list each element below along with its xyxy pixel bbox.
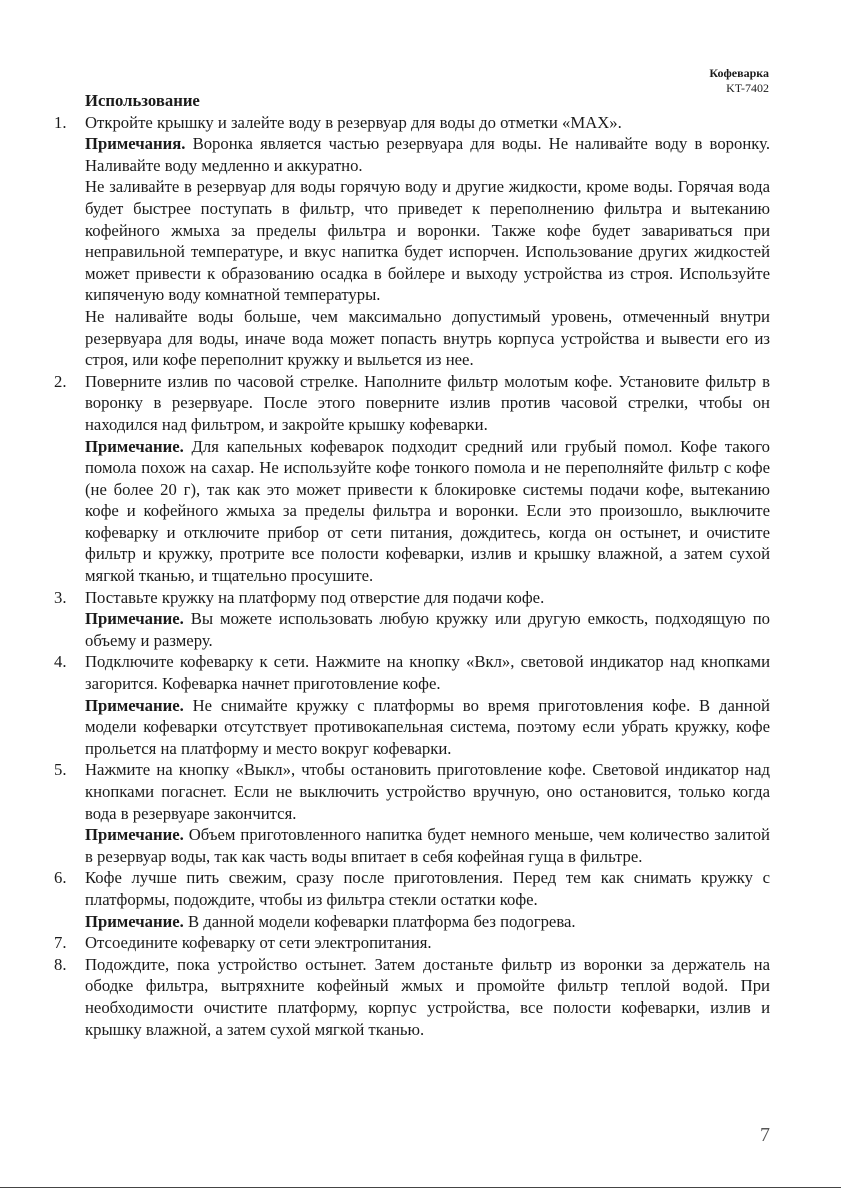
list-item [54, 587, 770, 652]
paragraph-text: В данной модели кофеварки платформа без подогрева. [183, 911, 576, 931]
paragraph-text: Не наливайте воды больше, чем максимально допустимый уровень, отмеченный внутри резервуара для воды, иначе вода может попасть внутрь корпуса устройства и вывести его из строя, или кофе переполнит кружку и выльется из нее. [85, 306, 770, 370]
note-paragraph [85, 695, 770, 760]
item-number: 7. [54, 933, 67, 953]
paragraph-text: Поставьте кружку на платформу под отверстие для подачи кофе. [85, 587, 545, 607]
note-paragraph [85, 436, 770, 587]
item-number: 5. [54, 760, 67, 780]
list-item [54, 954, 770, 1040]
paragraph-text: Откройте крышку и залейте воду в резервуар для воды до отметки «MAX». [85, 112, 622, 132]
paragraph [85, 306, 770, 371]
note-label: Примечание. [85, 911, 184, 931]
note-paragraph [85, 911, 770, 933]
item-number: 2. [54, 371, 67, 391]
list-item [54, 759, 770, 867]
paragraph-text: Для капельных кофеварок подходит средний или грубый помол. Кофе такого помола похож на сахар. Не используйте кофе тонкого помола и не переполняйте фильтр с кофе (не более 20 г), так как это может привести к блокировке системы подачи кофе, вытеканию кофе и кофейного жмыха за пределы фильтра и воронки. Если это произошло, выключите кофеварку и отключите прибор от сети питания, дождитесь, когда он остынет, и очистите фильтр и кружку, протрите все полости кофеварки, излив и крышку влажной, а затем сухой мягкой тканью, и тщательно просушите. [85, 436, 770, 586]
list-item [54, 651, 770, 759]
paragraph [85, 759, 770, 824]
paragraph-text: Не снимайте кружку с платформы во время приготовления кофе. В данной модели кофеварки отсутствует противокапельная система, поэтому если убрать кружку, кофе прольется на платформу и место вокруг кофеварки. [85, 695, 770, 758]
paragraph [85, 587, 770, 609]
instructions-content [54, 90, 770, 1040]
paragraph [85, 867, 770, 910]
section-title: Использование [85, 91, 200, 110]
note-paragraph [85, 133, 770, 176]
note-paragraph [85, 824, 770, 867]
item-number: 6. [54, 868, 67, 888]
paragraph [85, 954, 770, 1040]
bottom-divider [0, 1187, 841, 1188]
product-title: Кофеварка [709, 66, 769, 80]
note-paragraph [85, 608, 770, 651]
item-number: 1. [54, 112, 67, 132]
paragraph-text: Кофе лучше пить свежим, сразу после приготовления. Перед тем как снимать кружку с платформы, подождите, чтобы из фильтра стекли остатки кофе. [85, 868, 770, 909]
note-label: Примечание. [85, 436, 184, 456]
item-number: 8. [54, 954, 67, 974]
paragraph-text: Не заливайте в резервуар для воды горячую воду и другие жидкости, кроме воды. Горячая вода будет быстрее поступать в фильтр, что приведет к переполнению фильтра и вытеканию кофейного жмыха за пределы фильтра и воронки. Также кофе будет завариваться при неправильной температуре, и вкус напитка будет испорчен. Использование других жидкостей может привести к образованию осадка в бойлере и выходу устройства из строя. Используйте кипяченую воду комнатной температуры. [85, 177, 770, 305]
list-item [54, 867, 770, 932]
list-item [54, 112, 770, 371]
item-number: 4. [54, 652, 67, 672]
paragraph-text: Поверните излив по часовой стрелке. Наполните фильтр молотым кофе. Установите фильтр в воронку в резервуаре. После этого поверните излив против часовой стрелки, чтобы он находился над фильтром, и закройте крышку кофеварки. [85, 371, 770, 434]
page-number: 7 [760, 1124, 770, 1146]
paragraph [85, 371, 770, 436]
list-item [54, 932, 770, 954]
paragraph [85, 932, 770, 954]
paragraph-text: Отсоедините кофеварку от сети электропитания. [85, 933, 432, 953]
paragraph-text: Вы можете использовать любую кружку или другую емкость, подходящую по объему и размеру. [85, 609, 770, 650]
paragraph-text: Подключите кофеварку к сети. Нажмите на кнопку «Вкл», световой индикатор над кнопками загорится. Кофеварка начнет приготовление кофе. [85, 652, 770, 694]
paragraph [85, 112, 770, 134]
instruction-list [54, 112, 770, 1041]
paragraph [85, 176, 770, 306]
paragraph-text: Подождите, пока устройство остынет. Затем достаньте фильтр из воронки за держатель на ободке фильтра, вытряхните кофейный жмых и промойте фильтр теплой водой. При необходимости очистите платформу, корпус устройства, все полости кофеварки, излив и крышку влажной, а затем сухой мягкой тканью. [85, 954, 770, 1039]
note-label: Примечания. [85, 134, 186, 154]
product-model: KT-7402 [726, 81, 769, 95]
note-label: Примечание. [85, 695, 184, 715]
note-label: Примечание. [85, 609, 184, 629]
paragraph [85, 651, 770, 694]
note-label: Примечание. [85, 825, 184, 845]
paragraph-text: Объем приготовленного напитка будет немного меньше, чем количество залитой в резервуар воды, так как часть воды впитает в себя кофейная гуща в фильтре. [85, 825, 770, 866]
item-number: 3. [54, 587, 67, 607]
paragraph-text: Воронка является частью резервуара для воды. Не наливайте воду в воронку. Наливайте воду медленно и аккуратно. [85, 134, 770, 175]
list-item [54, 371, 770, 587]
paragraph-text: Нажмите на кнопку «Выкл», чтобы остановить приготовление кофе. Световой индикатор над кнопками погаснет. Если не выключить устройство вручную, оно остановится, только когда вода в резервуаре закончится. [85, 760, 770, 823]
